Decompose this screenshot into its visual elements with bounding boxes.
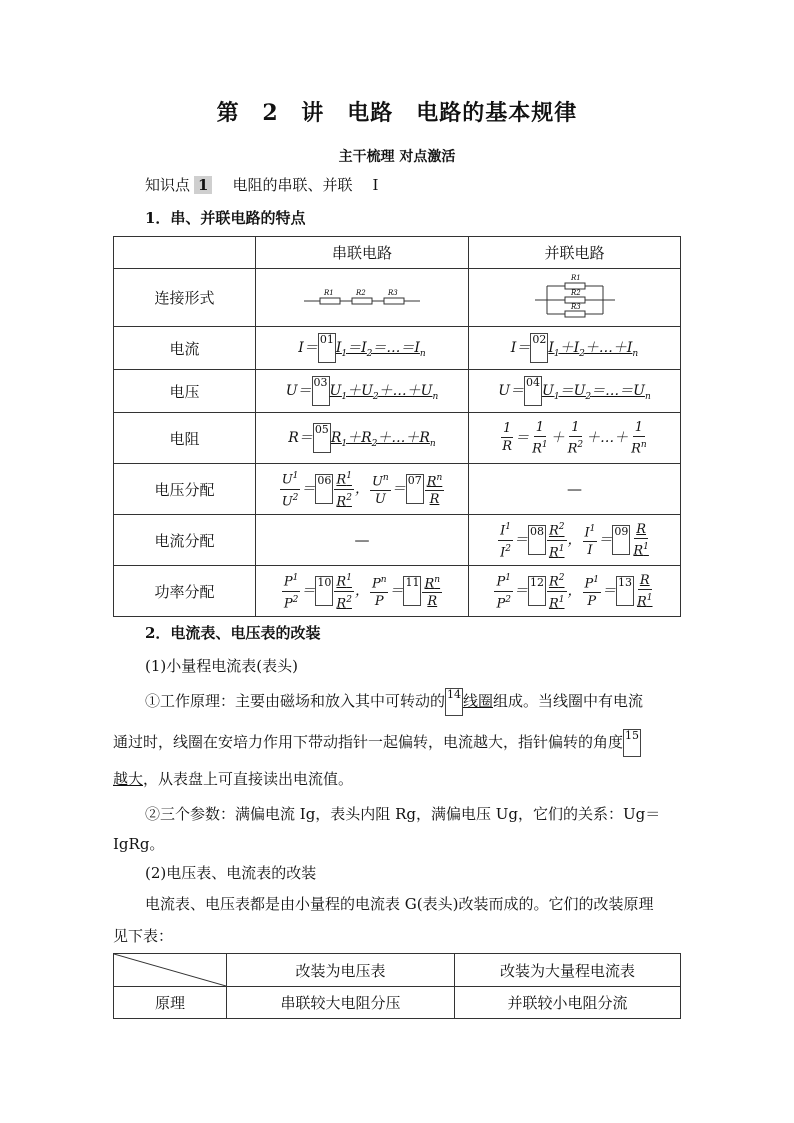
series-diagram-cell — [256, 269, 469, 327]
paragraph-conversion-a: 电流表、电压表都是由小量程的电流表 G(表头)改装而成的。它们的改装原理 — [145, 895, 654, 913]
series-resistance-formula: $R=05R_1+R_2+\dots+R_n$ — [256, 413, 469, 464]
header-ammeter: 改装为大量程电流表 — [455, 954, 681, 987]
parallel-voltage-formula: $U=04U_1=U_2=\dots=U_n$ — [469, 370, 681, 413]
answer-coil: 线圈 — [463, 692, 494, 710]
parallel-current-formula: $I=02I_1+I_2+\dots+I_n$ — [469, 327, 681, 370]
series-r1-label: R1 — [324, 288, 334, 297]
row-label: 电阻 — [114, 413, 256, 464]
row-label: 功率分配 — [114, 566, 256, 617]
principle-text-a: ①工作原理：主要由磁场和放入其中可转动的 — [145, 692, 446, 710]
subsection-1: (1)小量程电流表(表头) — [145, 657, 298, 675]
circuit-comparison-table — [113, 236, 681, 617]
series-power-divide: $\frac{P^1}{P^2}$ ＝10 $\frac{R^1}{R^2}$ ， $\frac{P^n}{P}$ ＝11 $\frac{R^n}{R}$ — [256, 566, 469, 617]
blank-box: 12 — [528, 576, 546, 606]
paragraph-principle — [145, 688, 685, 716]
blank-box: 03 — [312, 376, 330, 406]
series-current-formula: $I=01I_1=I_2=\dots=I_n$ — [256, 327, 469, 370]
page-subtitle: 主干梳理 对点激活 — [338, 149, 456, 165]
blank-box: 14 — [445, 688, 463, 716]
paragraph-params: ②三个参数：满偏电流 Ig，表头内阻 Rg，满偏电压 Ug，它们的关系：Ug＝IgRg。 — [113, 805, 661, 853]
page-title: 第 2 讲 电路 电路的基本规律 — [216, 100, 578, 126]
parallel-r1-label: R1 — [570, 273, 581, 282]
series-circuit-diagram — [302, 286, 422, 310]
row-label: 电流分配 — [114, 515, 256, 566]
kp-number-badge: 1 — [194, 176, 212, 194]
blank-box: 01 — [318, 333, 336, 363]
paragraph-principle-end — [113, 768, 681, 789]
ammeter-principle: 并联较小电阻分流 — [455, 987, 681, 1019]
section-heading-1: 1．串、并联电路的特点 — [145, 209, 306, 227]
kp-label: 知识点 — [145, 176, 191, 194]
principle-text-b: 组成。当线圈中有电流 — [493, 692, 644, 710]
parallel-power-divide: $\frac{P^1}{P^2}$ ＝12 $\frac{R^2}{R^1}$ ， $\frac{P^1}{P}$ ＝13 $\frac{R}{R^1}$ — [469, 566, 681, 617]
table2-corner — [114, 954, 227, 987]
blank-box: 08 — [528, 525, 546, 555]
row-label: 连接形式 — [114, 269, 256, 327]
parallel-circuit-diagram — [535, 274, 615, 322]
subsection-2: (2)电压表、电流表的改装 — [145, 864, 317, 882]
blank-box: 06 — [315, 474, 333, 504]
paragraph-principle-cont — [113, 729, 681, 757]
blank-box: 15 — [623, 729, 641, 757]
kp-text: 电阻的串联、并联 — [232, 176, 353, 194]
blank-box: 11 — [403, 576, 421, 606]
series-r3-label: R3 — [388, 288, 398, 297]
blank-box: 10 — [315, 576, 333, 606]
series-voltage-divide: $\frac{U^1}{U^2}$ ＝06 $\frac{R^1}{R^2}$ ， $\frac{U^n}{U}$ ＝07 $\frac{R^n}{R}$ — [256, 464, 469, 515]
row-label: 电压分配 — [114, 464, 256, 515]
diagonal-line — [114, 954, 226, 986]
blank-box: 07 — [406, 474, 424, 504]
answer-larger: 越大 — [113, 770, 144, 788]
blank-box: 05 — [313, 423, 331, 453]
series-voltage-formula: $U=03U_1+U_2+\dots+U_n$ — [256, 370, 469, 413]
parallel-r3-label: R3 — [570, 302, 581, 311]
blank-box: 04 — [524, 376, 542, 406]
voltmeter-principle: 串联较大电阻分压 — [227, 987, 455, 1019]
parallel-resistance-formula: $\frac{1}{R}$ ＝ $\frac{1}{R^1}$ ＋ $\frac{1}{R^2}$ ＋…＋ $\frac{1}{R^n}$ — [469, 413, 681, 464]
knowledge-point-heading — [145, 174, 378, 195]
table-corner — [114, 237, 256, 269]
row-label: 原理 — [114, 987, 227, 1019]
header-parallel: 并联电路 — [469, 237, 681, 269]
parallel-voltage-divide-dash: — — [469, 464, 681, 515]
series-current-divide-dash: — — [256, 515, 469, 566]
blank-box: 09 — [612, 525, 630, 555]
blank-box: 02 — [530, 333, 548, 363]
principle-text-c: 通过时，线圈在安培力作用下带动指针一起偏转，电流越大，指针偏转的角度 — [113, 733, 624, 751]
header-voltmeter: 改装为电压表 — [227, 954, 455, 987]
parallel-r2-label: R2 — [570, 288, 581, 297]
row-label: 电流 — [114, 327, 256, 370]
meter-conversion-table — [113, 953, 681, 1019]
parallel-current-divide: $\frac{I^1}{I^2}$ ＝08 $\frac{R^2}{R^1}$ ， $\frac{I^1}{I}$ ＝09 $\frac{R}{R^1}$ — [469, 515, 681, 566]
blank-box: 13 — [616, 576, 634, 606]
series-r2-label: R2 — [356, 288, 366, 297]
kp-level: Ⅰ — [372, 176, 379, 194]
header-series: 串联电路 — [256, 237, 469, 269]
parallel-diagram-cell — [469, 269, 681, 327]
row-label: 电压 — [114, 370, 256, 413]
principle-text-d: ，从表盘上可直接读出电流值。 — [143, 770, 354, 788]
paragraph-conversion-b: 见下表： — [113, 927, 174, 945]
section-heading-2: 2．电流表、电压表的改装 — [145, 624, 321, 642]
